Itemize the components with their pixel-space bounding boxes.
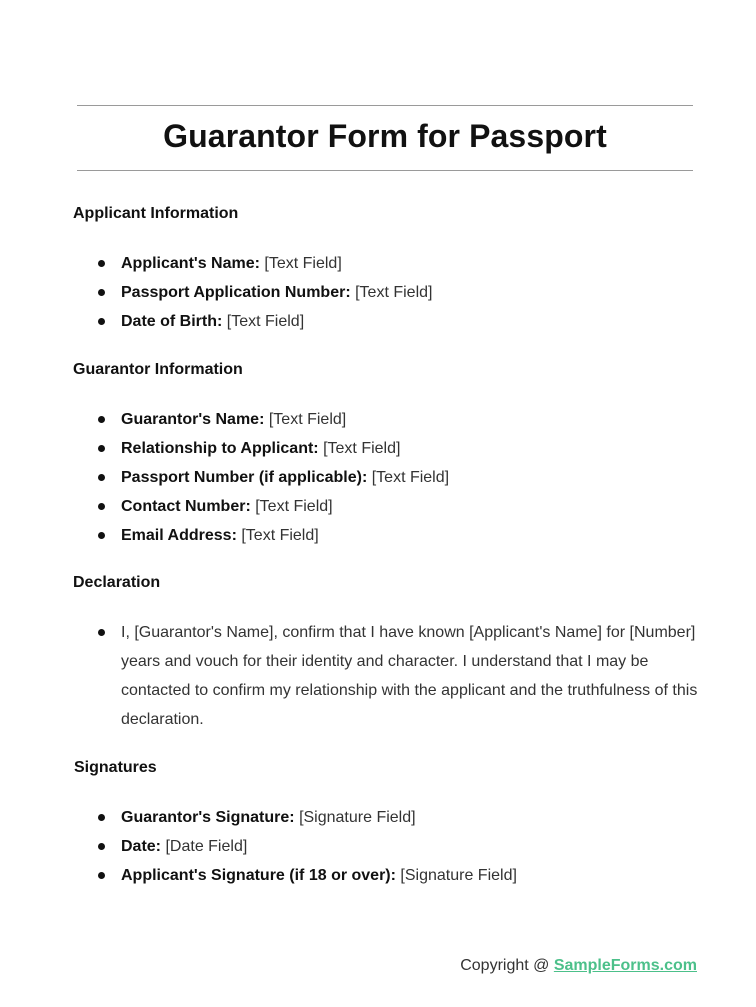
list-item-applicant-signature [0, 861, 756, 890]
field-label: Guarantor's Name: [121, 411, 265, 428]
text-field-placeholder[interactable]: [Text Field] [264, 255, 342, 272]
section-heading-guarantor: Guarantor Information [73, 361, 243, 378]
list-item-guarantor-signature [0, 803, 756, 832]
signatures-list [0, 803, 756, 890]
signature-field-placeholder[interactable]: [Signature Field] [299, 809, 416, 826]
field-label: Email Address: [121, 527, 237, 544]
field-label: Applicant's Signature (if 18 or over): [121, 867, 396, 884]
field-label: Contact Number: [121, 498, 251, 515]
section-heading-declaration: Declaration [73, 574, 161, 591]
list-item-passport-application-number [0, 278, 756, 307]
list-item-date [0, 832, 756, 861]
field-label: Passport Number (if applicable): [121, 469, 368, 486]
text-field-placeholder[interactable]: [Text Field] [355, 284, 433, 301]
field-label: Guarantor's Signature: [121, 809, 295, 826]
title-bottom-divider [77, 170, 693, 171]
page-title: Guarantor Form for Passport [163, 118, 607, 154]
section-heading-applicant: Applicant Information [73, 205, 239, 222]
list-item-email-address [0, 521, 756, 550]
declaration-text: I, [Guarantor's Name], confirm that I have known [Applicant's Name] for [Number] years and vouch for their identity and character. I understand that I may be contacted to confirm my relationship with the applicant and the truthfulness of this declaration. [0, 618, 706, 734]
field-label: Passport Application Number: [121, 284, 351, 301]
text-field-placeholder[interactable]: [Text Field] [241, 527, 319, 544]
field-label: Applicant's Name: [121, 255, 260, 272]
list-item-date-of-birth [0, 307, 756, 336]
section-heading-signatures: Signatures [74, 759, 157, 776]
field-label: Relationship to Applicant: [121, 440, 319, 457]
text-field-placeholder[interactable]: [Text Field] [371, 469, 450, 486]
brand-link[interactable]: SampleForms.com [553, 957, 697, 974]
list-item-applicant-name [0, 249, 756, 278]
field-label: Date: [121, 838, 162, 855]
list-item-guarantor-name [0, 405, 756, 434]
list-item-relationship [0, 434, 756, 463]
date-field-placeholder[interactable]: [Date Field] [165, 838, 248, 855]
applicant-info-list [0, 249, 756, 336]
title-top-divider [77, 105, 693, 106]
list-item-contact-number [0, 492, 756, 521]
text-field-placeholder[interactable]: [Text Field] [268, 411, 347, 428]
copyright-text: Copyright @ [460, 957, 550, 974]
text-field-placeholder[interactable]: [Text Field] [255, 498, 333, 515]
signature-field-placeholder[interactable]: [Signature Field] [400, 867, 517, 884]
text-field-placeholder[interactable]: [Text Field] [226, 313, 305, 330]
declaration-list [0, 618, 756, 734]
text-field-placeholder[interactable]: [Text Field] [323, 440, 401, 457]
footer-copyright [460, 957, 697, 975]
list-item-passport-number [0, 463, 756, 492]
field-label: Date of Birth: [121, 313, 223, 330]
guarantor-info-list [0, 405, 756, 550]
